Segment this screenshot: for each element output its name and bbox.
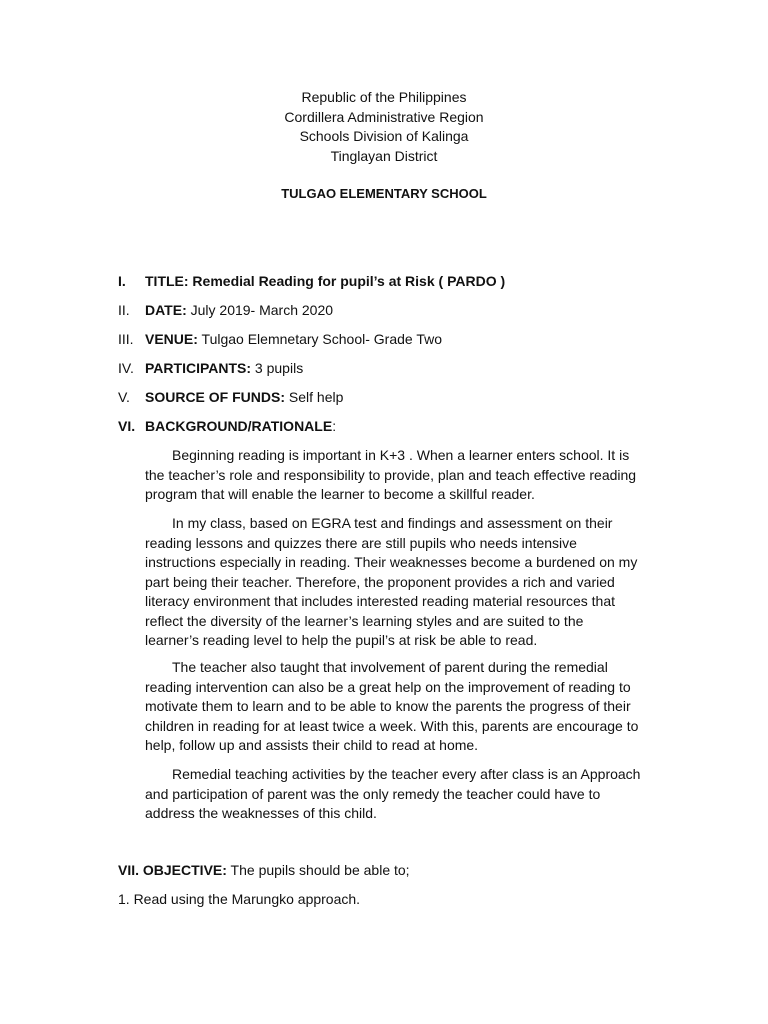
objective-label: VII. OBJECTIVE: [118, 862, 227, 878]
paragraph-line: The teacher also taught that involvement of parent during the remedial [172, 659, 608, 675]
paragraph-line: In my class, based on EGRA test and findings and assessment on their [172, 515, 613, 531]
paragraph-line: Remedial teaching activities by the teacher every after class is an Approach [172, 766, 641, 782]
section-participants [118, 359, 303, 378]
section-value: Self help [285, 389, 344, 405]
rationale-paragraph-1 [145, 446, 665, 505]
section-label: BACKGROUND/RATIONALE [145, 418, 333, 434]
section-number: V. [118, 389, 130, 405]
section-label: VENUE: [145, 331, 198, 347]
paragraph-line: the teacher’s role and responsibility to provide, plan and teach effective reading [145, 466, 637, 483]
paragraph-line: reflect the diversity of the learner’s learning styles and are suited to the [145, 612, 584, 629]
paragraph-line: and participation of parent was the only remedy the teacher could have to [145, 785, 601, 802]
section-label: DATE: [145, 302, 187, 318]
section-number: IV. [118, 360, 134, 376]
paragraph-line: address the weaknesses of this child. [145, 805, 377, 821]
section-title [118, 272, 505, 291]
document-header [0, 88, 768, 166]
paragraph-line: help, follow up and assists their child to read at home. [145, 737, 479, 753]
section-label: PARTICIPANTS: [145, 360, 252, 376]
paragraph-line: children in reading for at least twice a week. With this, parents are encourage to [145, 717, 639, 734]
section-value: July 2019- March 2020 [186, 302, 334, 318]
paragraph-line: literacy environment that includes interested reading material resources that [145, 593, 616, 609]
objective-item-1 [118, 890, 360, 909]
paragraph-line: program that will enable the learner to become a skillful reader. [145, 486, 535, 502]
section-number: I. [118, 273, 126, 289]
section-source-of-funds [118, 388, 343, 407]
section-number: III. [118, 331, 134, 347]
section-background [118, 417, 336, 436]
header-line-republic: Republic of the Philippines [301, 89, 467, 105]
section-label: TITLE: Remedial Reading for pupil’s at Risk ( PARDO ) [145, 273, 506, 289]
paragraph-line: motivate them to learn and to be able to know the parents the progress of their [145, 698, 631, 714]
section-venue [118, 330, 442, 349]
paragraph-line: reading lessons and quizzes there are still pupils who needs intensive [145, 534, 577, 551]
paragraph-line: reading intervention can also be a great help on the improvement of reading to [145, 678, 631, 695]
header-line-division: Schools Division of Kalinga [299, 128, 469, 144]
section-value: : [332, 418, 337, 434]
objective-item-text: 1. Read using the Marungko approach. [118, 891, 361, 907]
school-name: TULGAO ELEMENTARY SCHOOL [281, 186, 487, 201]
paragraph-line: part being their teacher. Therefore, the proponent provides a rich and varied [145, 573, 615, 590]
header-line-region: Cordillera Administrative Region [284, 108, 484, 125]
section-number: II. [118, 302, 130, 318]
header-line-district: Tinglayan District [330, 147, 438, 164]
rationale-paragraph-4 [145, 765, 665, 824]
objective-value: The pupils should be able to; [226, 862, 410, 878]
section-objective [118, 861, 410, 880]
rationale-paragraph-2 [145, 514, 665, 651]
section-value: Tulgao Elemnetary School- Grade Two [197, 331, 442, 347]
paragraph-line: instructions especially in reading. Their weaknesses become a burdened on my [145, 554, 638, 570]
paragraph-line: learner’s reading level to help the pupil’s at risk be able to read. [145, 632, 538, 648]
paragraph-line: Beginning reading is important in K+3 . When a learner enters school. It is [172, 447, 630, 463]
section-value: 3 pupils [251, 360, 304, 376]
rationale-paragraph-3 [145, 658, 665, 756]
section-label: SOURCE OF FUNDS: [145, 389, 285, 405]
section-number: VI. [118, 418, 136, 434]
section-date [118, 301, 333, 320]
